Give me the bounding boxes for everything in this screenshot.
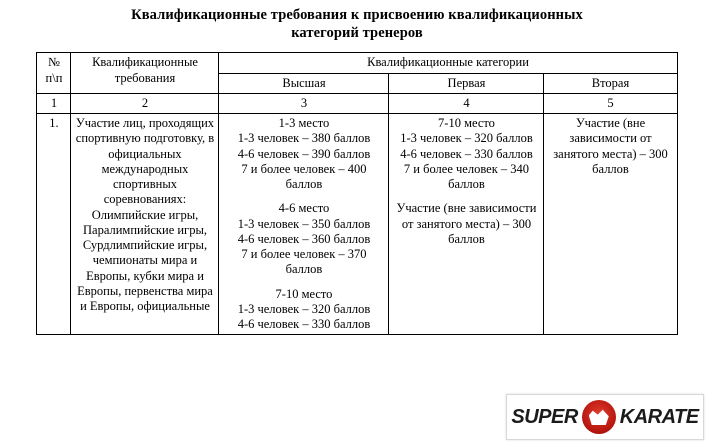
table-header-row xyxy=(37,53,677,73)
high-block-2-line-1: 1-3 человек – 350 баллов xyxy=(237,216,371,231)
watermark-inner xyxy=(511,400,698,434)
header-cell-category-first: Первая xyxy=(389,73,544,93)
header-cell-category-second: Вторая xyxy=(544,73,677,93)
page-title xyxy=(0,0,714,42)
high-block-2-line-2: 4-6 человек – 360 баллов xyxy=(237,231,371,246)
high-block-1-title: 1-3 место xyxy=(278,116,330,130)
column-number-4: 4 xyxy=(389,93,544,113)
second-block-1 xyxy=(547,116,673,177)
row-category-high xyxy=(219,114,389,335)
row-category-first xyxy=(389,114,544,335)
first-block-2-title: Участие (вне зависимости от занятого места) – 300 баллов xyxy=(396,201,537,246)
first-block-1-line-3: 7 и более человек – 340 баллов xyxy=(403,161,530,191)
header-number-line-2: п\п xyxy=(45,70,63,85)
watermark-text-left: SUPER xyxy=(511,405,578,428)
high-block-2-line-3: 7 и более человек – 370 баллов xyxy=(241,247,367,277)
header-requirements-line-1: Квалификационные xyxy=(92,55,198,70)
header-cell-number xyxy=(37,53,71,94)
column-number-1: 1 xyxy=(37,93,71,113)
high-block-3-line-1: 1-3 человек – 320 баллов xyxy=(237,301,371,316)
column-number-5: 5 xyxy=(544,93,677,113)
second-block-1-title: Участие (вне зависимости от занятого места) – 300 баллов xyxy=(553,116,668,176)
karate-fist-logo-icon xyxy=(582,400,616,434)
high-block-1-line-1: 1-3 человек – 380 баллов xyxy=(237,131,371,146)
header-number-line-1: № xyxy=(48,55,60,70)
high-block-2 xyxy=(222,201,385,277)
high-block-3-title: 7-10 место xyxy=(275,286,333,301)
table-row xyxy=(37,114,677,335)
high-block-1 xyxy=(222,116,385,192)
page-title-line-2: категорий тренеров xyxy=(291,25,423,42)
page-title-line-1: Квалификационные требования к присвоению квалификационных xyxy=(131,7,583,23)
qualification-table xyxy=(36,52,677,335)
watermark-logo xyxy=(506,394,704,440)
first-block-1 xyxy=(392,116,540,192)
high-block-1-line-2: 4-6 человек – 390 баллов xyxy=(237,146,371,161)
first-block-1-title: 7-10 место xyxy=(438,116,495,130)
header-requirements-line-2: требования xyxy=(114,70,176,85)
header-cell-category-high: Высшая xyxy=(219,73,389,93)
header-cell-requirements xyxy=(71,53,219,94)
high-block-3-line-2: 4-6 человек – 330 баллов xyxy=(237,317,371,331)
first-block-1-line-2: 4-6 человек – 330 баллов xyxy=(400,146,533,161)
row-index: 1. xyxy=(37,114,71,335)
high-block-3 xyxy=(222,287,385,333)
first-block-1-line-1: 1-3 человек – 320 баллов xyxy=(400,131,533,146)
row-category-second xyxy=(544,114,677,335)
column-number-3: 3 xyxy=(219,93,389,113)
high-block-2-title: 4-6 место xyxy=(278,201,330,216)
first-block-2 xyxy=(392,201,540,247)
high-block-1-line-3: 7 и более человек – 400 баллов xyxy=(241,161,367,191)
table-column-number-row xyxy=(37,93,677,113)
header-cell-categories: Квалификационные категории xyxy=(219,53,677,73)
watermark-text-right: KARATE xyxy=(619,405,699,428)
column-number-2: 2 xyxy=(71,93,219,113)
row-requirement: Участие лиц, проходящих спортивную подготовку, в официальных международных спортивных соревнованиях: Олимпийские игры, Паралимпийские игры, Сурдлимпийские игры, чемпионаты мира и Европы, кубки мира и Европы, первенства мира и Европы, официальные xyxy=(71,114,219,335)
